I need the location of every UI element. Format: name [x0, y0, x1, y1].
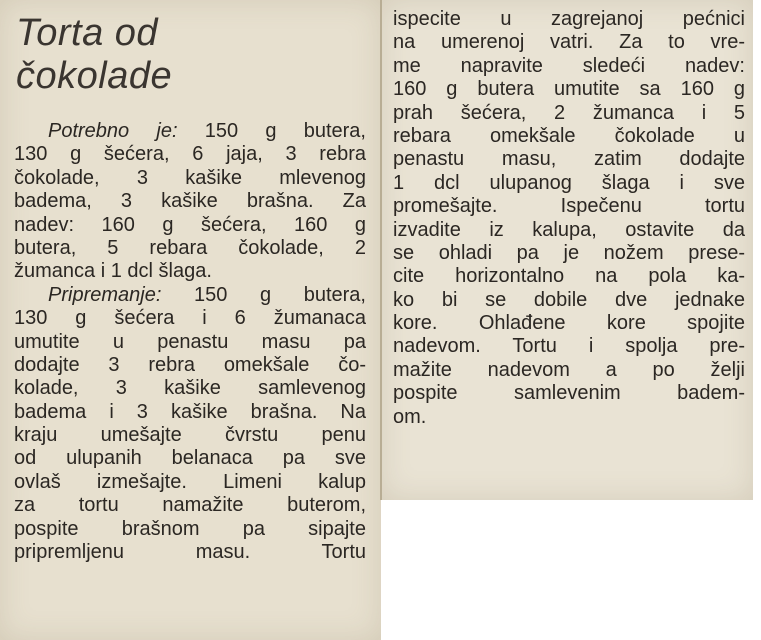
line-text: rebara omekšale čokolade u [393, 124, 745, 147]
text-line [14, 471, 366, 494]
line-text: badema i 3 kašike brašna. Na [14, 400, 366, 423]
text-line [393, 382, 745, 405]
line-text: se ohladi pa je nožem prese- [393, 241, 745, 264]
text-line [393, 55, 745, 78]
line-text: cite horizontalno na pola ka- [393, 265, 745, 288]
left-text-column [14, 120, 366, 564]
column-divider [380, 0, 382, 500]
line-text: ovlaš izmešajte. Limeni kalup [14, 470, 366, 493]
line-text: om. [393, 405, 427, 428]
line-text: promešajte. Ispečenu tortu [393, 195, 745, 218]
text-line [14, 260, 366, 283]
text-line [393, 195, 745, 218]
text-line [14, 541, 366, 564]
line-text: nadevom. Tortu i spolja pre- [393, 335, 745, 358]
line-text: mažite nadevom a po želji [393, 358, 745, 381]
line-text: kore. Ohlađene kore spojite [393, 312, 745, 335]
text-line [393, 359, 745, 382]
line-text: badema, 3 kašike brašna. Za [14, 190, 366, 213]
section-lead: Potrebno je: [48, 120, 178, 142]
line-text: pripremljenu masu. Tortu [14, 541, 366, 564]
line-text: umutite u penastu masu pa [14, 330, 366, 353]
text-line [393, 335, 745, 358]
text-line [14, 214, 366, 237]
text-line [393, 78, 745, 101]
line-text: žumanca i 1 dcl šlaga. [14, 260, 212, 283]
text-line [393, 102, 745, 125]
line-text: 150 g butera, [161, 283, 366, 306]
line-text: me napravite sledeći nadev: [393, 54, 745, 77]
text-line [14, 377, 366, 400]
text-line [14, 494, 366, 517]
line-text: 130 g šećera i 6 žumanaca [14, 307, 366, 330]
line-text: nadev: 160 g šećera, 160 g [14, 213, 366, 236]
text-line [393, 125, 745, 148]
text-line [14, 447, 366, 470]
text-line [14, 237, 366, 260]
text-line [14, 424, 366, 447]
line-text: kolade, 3 kašike samlevenog [14, 377, 366, 400]
text-line [14, 167, 366, 190]
line-text: pospite brašnom pa sipajte [14, 517, 366, 540]
line-text: dodajte 3 rebra omekšale čo- [14, 353, 366, 376]
line-text: 150 g butera, [177, 120, 366, 142]
line-text: 1 dcl ulupanog šlaga i sve [393, 171, 745, 194]
text-line [14, 190, 366, 213]
text-line [14, 284, 366, 307]
line-text: 160 g butera umutite sa 160 g [393, 78, 745, 101]
line-text: penastu masu, zatim dodajte [393, 148, 745, 171]
text-line [14, 518, 366, 541]
text-line [393, 242, 745, 265]
text-line [14, 120, 366, 143]
title-line: čokolade [16, 55, 173, 97]
text-line [393, 172, 745, 195]
line-text: butera, 5 rebara čokolade, 2 [14, 236, 366, 259]
line-text: 130 g šećera, 6 jaja, 3 rebra [14, 143, 366, 166]
text-line [14, 401, 366, 424]
title-line: Torta od [16, 12, 159, 54]
text-line [393, 8, 745, 31]
line-text: na umerenoj vatri. Za to vre- [393, 31, 745, 54]
line-text: kraju umešajte čvrstu penu [14, 424, 366, 447]
line-text: za tortu namažite buterom, [14, 494, 366, 517]
text-line [393, 31, 745, 54]
text-line [393, 289, 745, 312]
section-lead: Pripremanje: [48, 283, 162, 306]
text-line [14, 354, 366, 377]
line-text: pospite samlevenim badem- [393, 382, 745, 405]
text-line [14, 307, 366, 330]
line-text: izvadite iz kalupa, ostavite da [393, 218, 745, 241]
text-line [393, 265, 745, 288]
line-text: prah šećera, 2 žumanca i 5 [393, 101, 745, 124]
text-line [393, 312, 745, 335]
text-line [14, 143, 366, 166]
recipe-title [16, 12, 172, 98]
text-line [393, 219, 745, 242]
line-text: čokolade, 3 kašike mlevenog [14, 166, 366, 189]
line-text: ko bi se dobile dve jednake [393, 288, 745, 311]
text-line [393, 406, 745, 429]
text-line [393, 148, 745, 171]
right-text-column [393, 8, 745, 429]
line-text: od ulupanih belanaca pa sve [14, 447, 366, 470]
text-line [14, 331, 366, 354]
line-text: ispecite u zagrejanoj pećnici [393, 8, 745, 30]
